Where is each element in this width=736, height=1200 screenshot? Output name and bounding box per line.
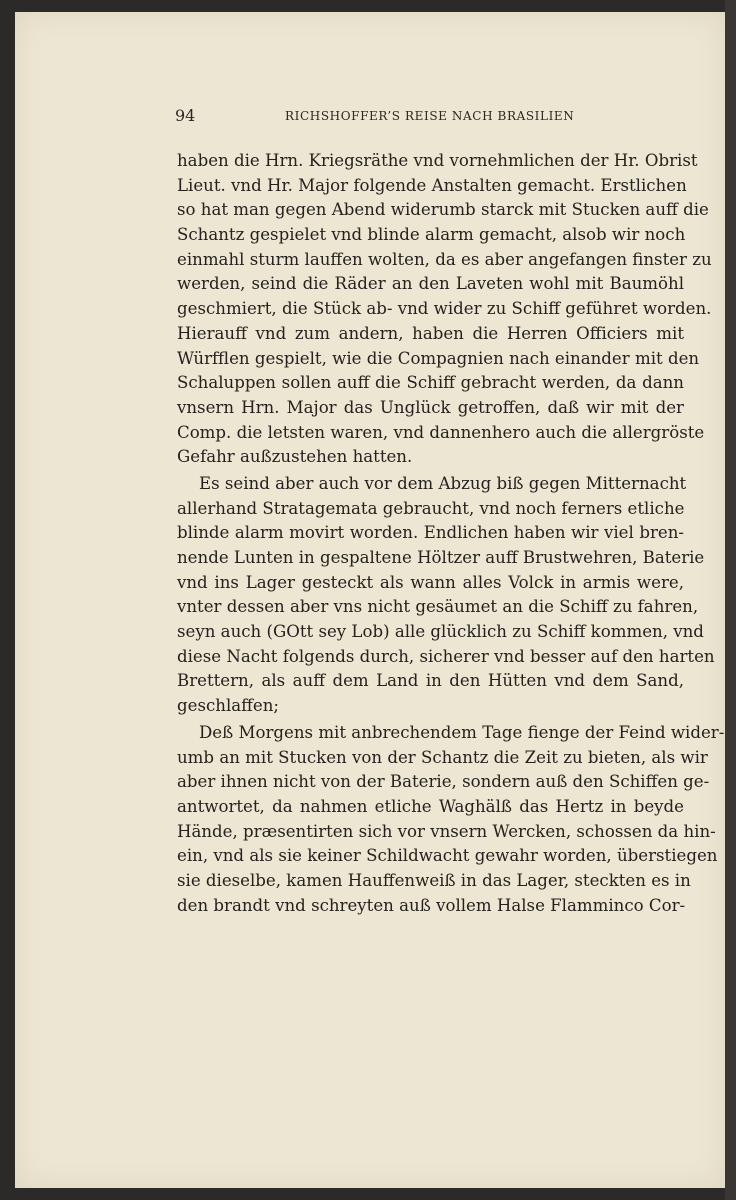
- text-line: blinde alarm movirt worden. Endlichen haben wir viel bren-: [177, 523, 684, 543]
- text-line: antwortet, da nahmen etliche Waghälß das Hertz in beyde: [177, 796, 684, 816]
- page-header: [175, 106, 585, 132]
- text-line: diese Nacht folgends durch, sicherer vnd besser auf den harten: [177, 646, 715, 666]
- text-line: geschmiert, die Stück ab- vnd wider zu Schiff geführet worden.: [177, 299, 712, 319]
- text-line: aber ihnen nicht von der Baterie, sondern auß den Schiffen ge-: [177, 772, 710, 792]
- text-line: haben die Hrn. Kriegsräthe vnd vornehmlichen der Hr. Obrist: [177, 151, 698, 170]
- text-line: Schaluppen sollen auff die Schiff gebracht werden, da dann: [177, 373, 684, 393]
- text-line: vnsern Hrn. Major das Unglück getroffen, daß wir mit der: [177, 397, 684, 417]
- text-line: Deß Morgens mit anbrechendem Tage fienge der Feind wider-: [199, 722, 725, 742]
- text-line: so hat man gegen Abend widerumb starck mit Stucken auff die: [177, 200, 709, 220]
- paragraph: [177, 472, 715, 719]
- text-line: umb an mit Stucken von der Schantz die Zeit zu bieten, als wir: [177, 747, 708, 767]
- paragraph: [177, 721, 725, 919]
- text-line: Hände, præsentirten sich vor vnsern Wercken, schossen da hin-: [177, 821, 716, 841]
- text-line: Schantz gespielet vnd blinde alarm gemacht, alsob wir noch: [177, 225, 686, 245]
- text-line: vnter dessen aber vns nicht gesäumet an die Schiff zu fahren,: [177, 597, 699, 617]
- text-line: sie dieselbe, kamen Hauffenweiß in das Lager, steckten es in: [177, 870, 691, 890]
- text-line: seyn auch (GOtt sey Lob) alle glücklich zu Schiff kommen, vnd: [177, 622, 704, 642]
- paragraph: [177, 149, 712, 470]
- text-line: allerhand Stratagemata gebraucht, vnd noch ferners etliche: [177, 498, 685, 518]
- text-line: Lieut. vnd Hr. Major folgende Anstalten gemacht. Erstlichen: [177, 175, 687, 195]
- text-line: nende Lunten in gespaltene Höltzer auff Brustwehren, Baterie: [177, 548, 705, 567]
- text-line: ein, vnd als sie keiner Schildwacht gewahr worden, überstiegen: [177, 846, 718, 866]
- page-number: 94: [175, 106, 196, 125]
- running-title: RICHSHOFFER’S REISE NACH BRASILIEN: [285, 109, 575, 123]
- text-line: Würfflen gespielt, wie die Compagnien nach einander mit den: [177, 348, 700, 368]
- text-line: einmahl sturm lauffen wolten, da es aber angefangen finster zu: [177, 249, 712, 269]
- text-line: Brettern, als auff dem Land in den Hütten vnd dem Sand,: [177, 671, 684, 691]
- text-line: geschlaffen;: [177, 696, 280, 716]
- text-line: vnd ins Lager gesteckt als wann alles Volck in armis were,: [177, 572, 684, 592]
- text-line: werden, seind die Räder an den Laveten wohl mit Baumöhl: [177, 274, 684, 294]
- text-line: den brandt vnd schreyten auß vollem Halse Flamminco Cor-: [177, 895, 686, 915]
- text-line: Comp. die letsten waren, vnd dannenhero auch die allergröste: [177, 422, 705, 442]
- text-line: Hierauff vnd zum andern, haben die Herren Officiers mit: [177, 323, 684, 343]
- text-line: Gefahr außzustehen hatten.: [177, 447, 413, 467]
- body-text: [177, 149, 725, 918]
- page-edge: [725, 0, 736, 1200]
- text-line: Es seind aber auch vor dem Abzug biß gegen Mitternacht: [199, 473, 687, 493]
